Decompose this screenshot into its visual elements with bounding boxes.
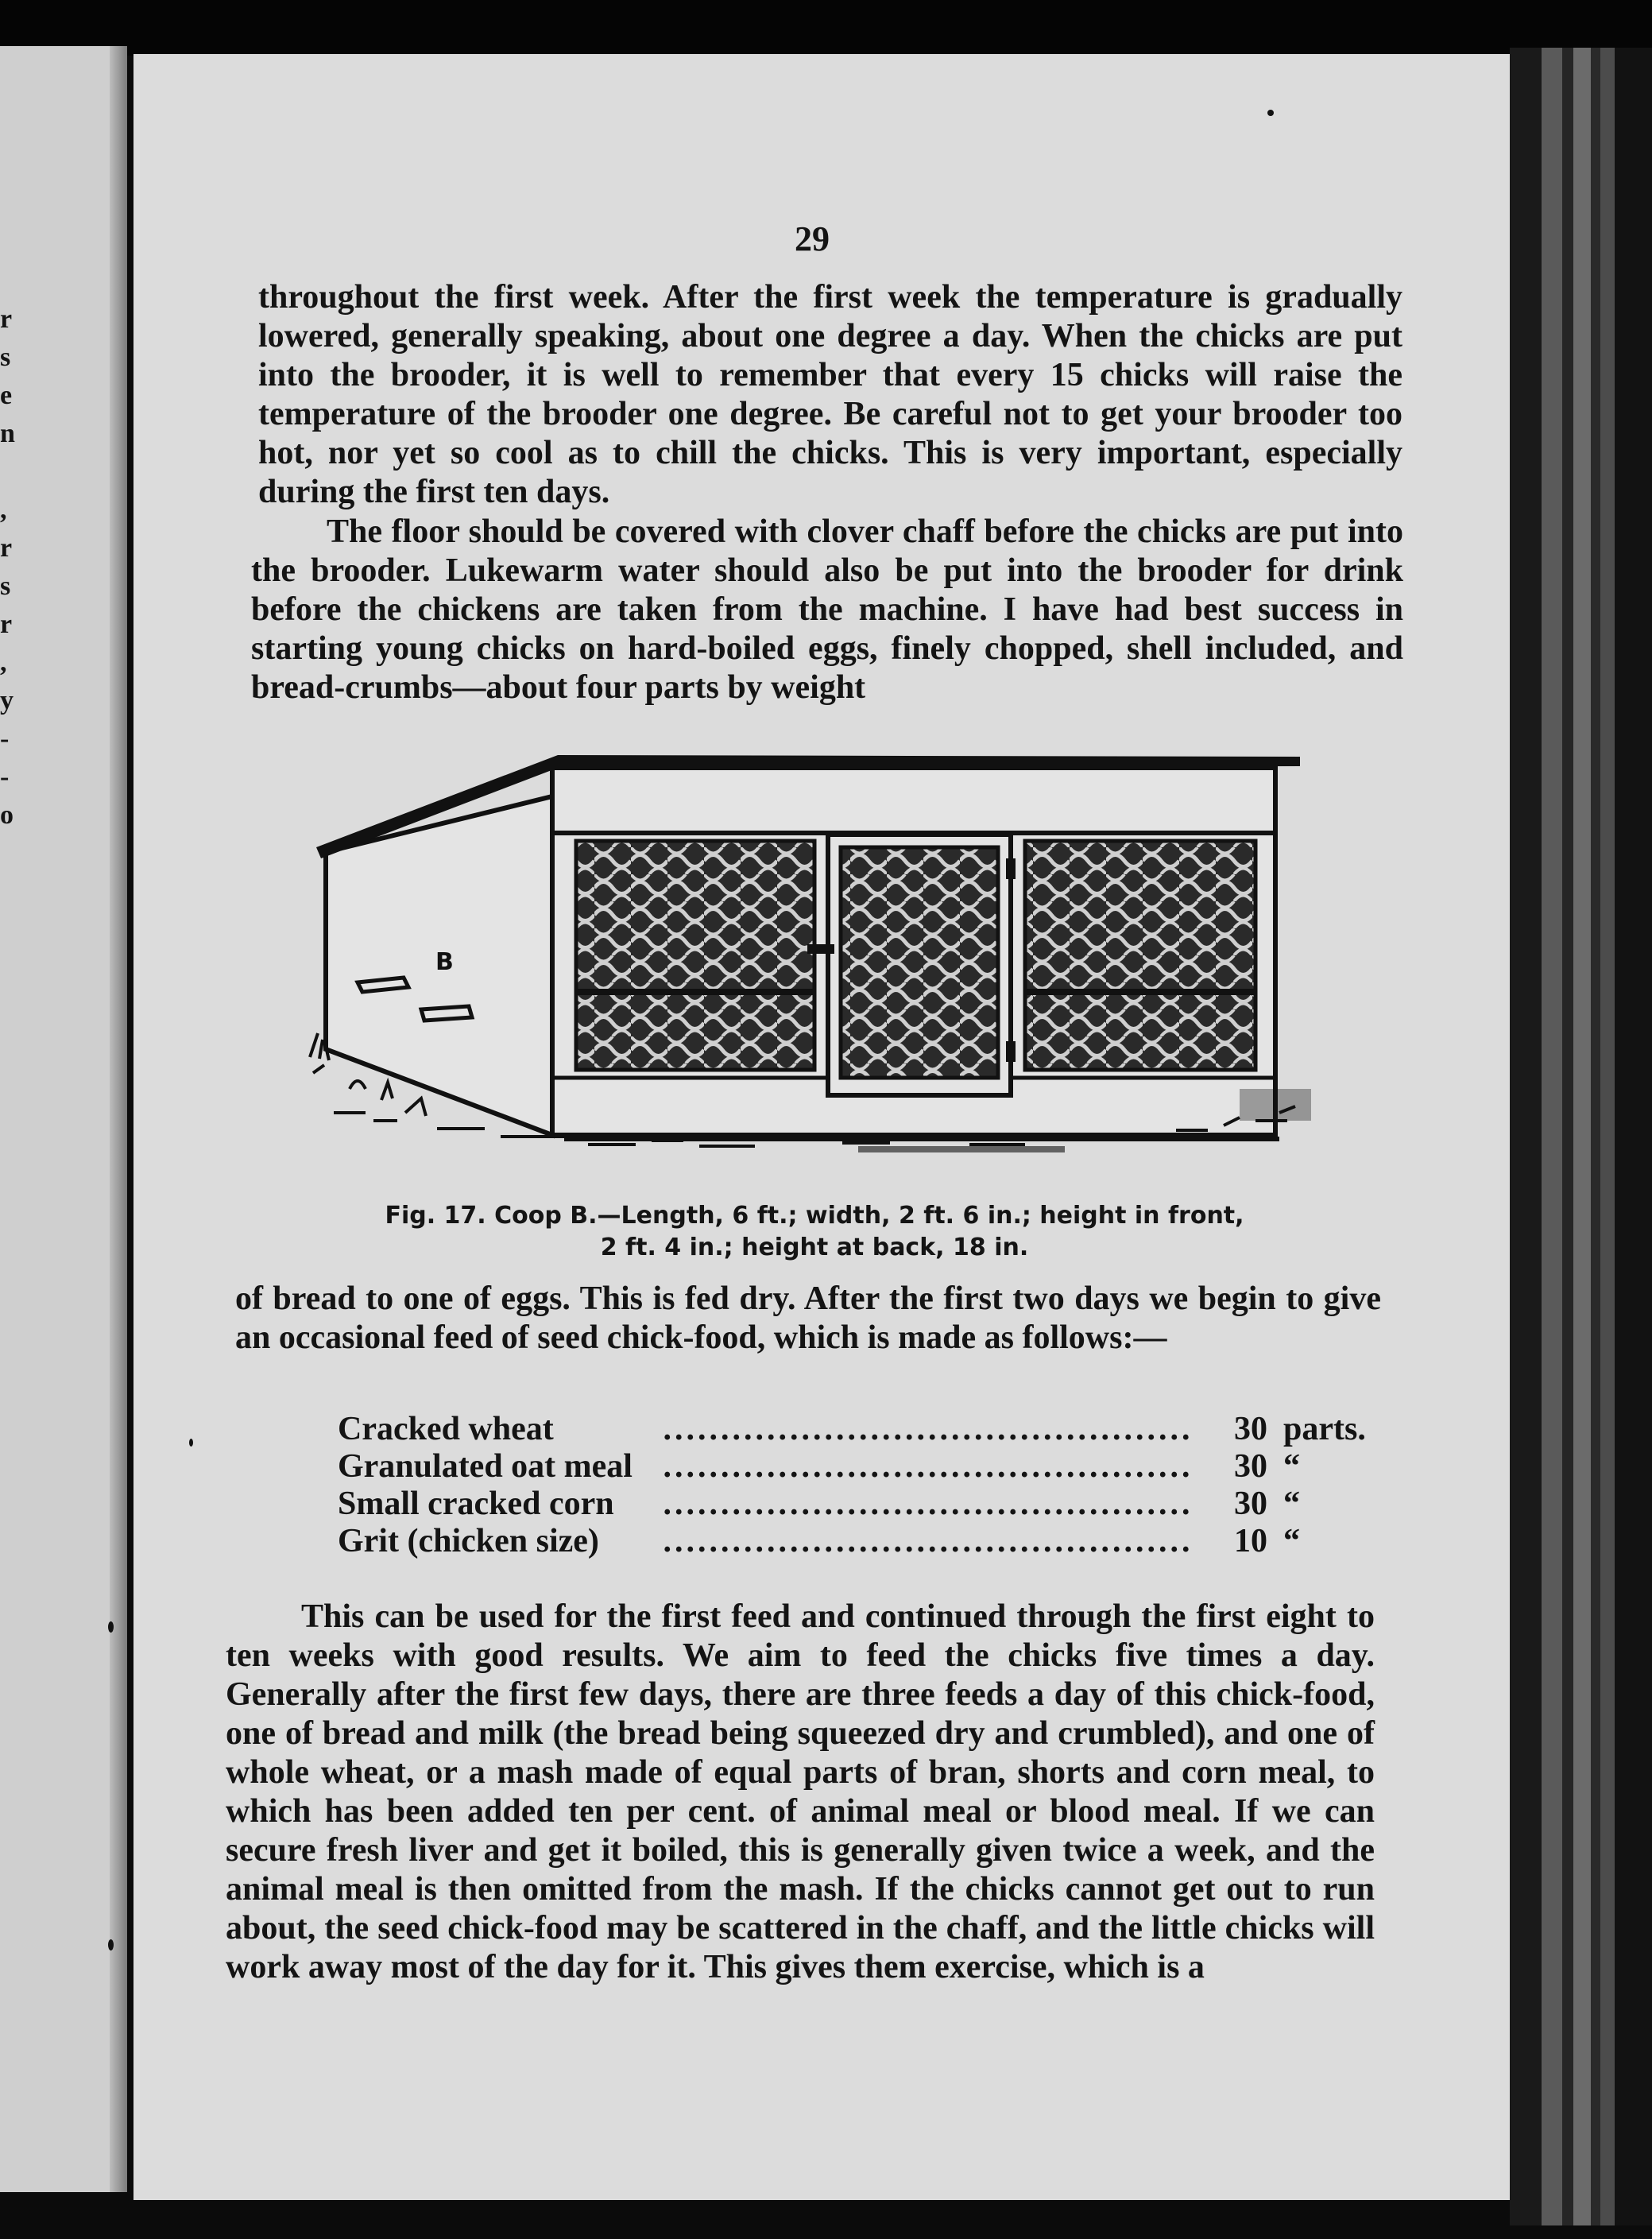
coop-wire-panel-left [576,841,814,1070]
scan-speck [1267,110,1274,116]
margin-char: r [0,533,13,563]
recipe-row [338,1523,1371,1560]
scan-top-border [0,0,1652,56]
recipe-amount: 10 [1234,1523,1267,1559]
chick-food-recipe [338,1411,1371,1560]
recipe-unit: “ [1283,1523,1300,1559]
recipe-amount: 30 [1234,1486,1267,1522]
recipe-row [338,1411,1371,1448]
margin-char: y [0,686,14,715]
recipe-row [338,1448,1371,1486]
margin-char: - [0,762,10,792]
caption-line: 2 ft. 4 in.; height at back, 18 in. [600,1234,1029,1261]
facing-page-edge [0,46,127,2192]
scan-speck [108,1621,114,1633]
recipe-unit: “ [1283,1486,1300,1522]
recipe-unit: parts. [1283,1411,1366,1447]
page-stack-edges [1510,48,1652,2225]
scan-speck [189,1439,193,1447]
margin-char: , [0,648,7,677]
vent-slot [421,1006,472,1021]
margin-char: , [0,495,7,525]
door-latch [807,944,834,954]
door-hinge [1006,1041,1016,1062]
coop-label: B [435,948,454,976]
margin-char: - [0,724,10,753]
caption-line: Fig. 17. Coop B.—Length, 6 ft.; width, 2 ft. 6 in.; height in front, [385,1202,1244,1230]
page-number: 29 [795,219,830,258]
margin-char: s [0,571,11,601]
leader-dots: .............................................. [663,1411,1194,1447]
recipe-amount: 30 [1234,1411,1267,1447]
book-gutter [110,46,127,2192]
recipe-row [338,1486,1371,1523]
paragraph: of bread to one of eggs. This is fed dry. After the first two days we begin to give an occasional feed of seed chick-food, which is made as follows:— [235,1280,1381,1356]
leader-dots: .............................................. [663,1486,1194,1522]
margin-char: r [0,610,13,639]
coop-door-mesh [841,847,998,1078]
paragraph: throughout the first week. After the first week the temperature is gradually lowered, generally speaking, about one degree a day. When the chicks are put into the brooder, it is well to remember that every 15 chicks will raise the temperature of the brooder one degree. Be careful not to get your brooder too hot, nor yet so cool as to chill the chicks. This is very important, especially during the first ten days. [258,279,1402,510]
recipe-unit: “ [1283,1448,1300,1485]
margin-char: o [0,800,14,830]
paragraph: This can be used for the first feed and continued through the first eight to ten weeks with good results. We aim to feed the chicks five times a day. Generally after the first few days, there are three feeds a day of this chick-food, one of bread and milk (the bread being squeezed dry and crumbled), and one of whole wheat, or a mash made of equal parts of bran, shorts and corn meal, to which has been added ten per cent. of animal meal or blood meal. If we can secure fresh liver and get it boiled, this is generally given twice a week, and the animal meal is then omitted from the mash. If the chicks cannot get out to run about, the seed chick-food may be scattered in the chaff, and the little chicks will work away most of the day for it. This gives them exercise, which is a [226,1598,1375,1985]
margin-char: e [0,381,13,410]
coop-illustration [302,739,1327,1184]
scan-speck [108,1939,114,1950]
recipe-item: Grit (chicken size) [338,1523,599,1559]
margin-char: s [0,343,11,372]
figure-caption [302,1200,1327,1264]
recipe-amount: 30 [1234,1448,1267,1485]
margin-char [0,453,32,491]
leader-dots: .............................................. [663,1523,1194,1559]
recipe-item: Cracked wheat [338,1411,554,1447]
coop-wire-panel-right [1025,841,1255,1070]
margin-char: r [0,304,13,334]
leader-dots: .............................................. [663,1448,1194,1485]
recipe-item: Small cracked corn [338,1486,614,1522]
recipe-item: Granulated oat meal [338,1448,633,1485]
door-hinge [1006,858,1016,879]
paragraph: The floor should be covered with clover chaff before the chicks are put into the brooder. Lukewarm water should also be put into the brooder for drink before the chickens are taken from the machine. I have had best success in starting young chicks on hard-boiled eggs, finely chopped, shell included, and bread-crumbs—about four parts by weight [251,513,1403,706]
margin-char: n [0,419,15,448]
facing-page-margin-text [0,300,32,835]
vent-slot [358,978,408,992]
